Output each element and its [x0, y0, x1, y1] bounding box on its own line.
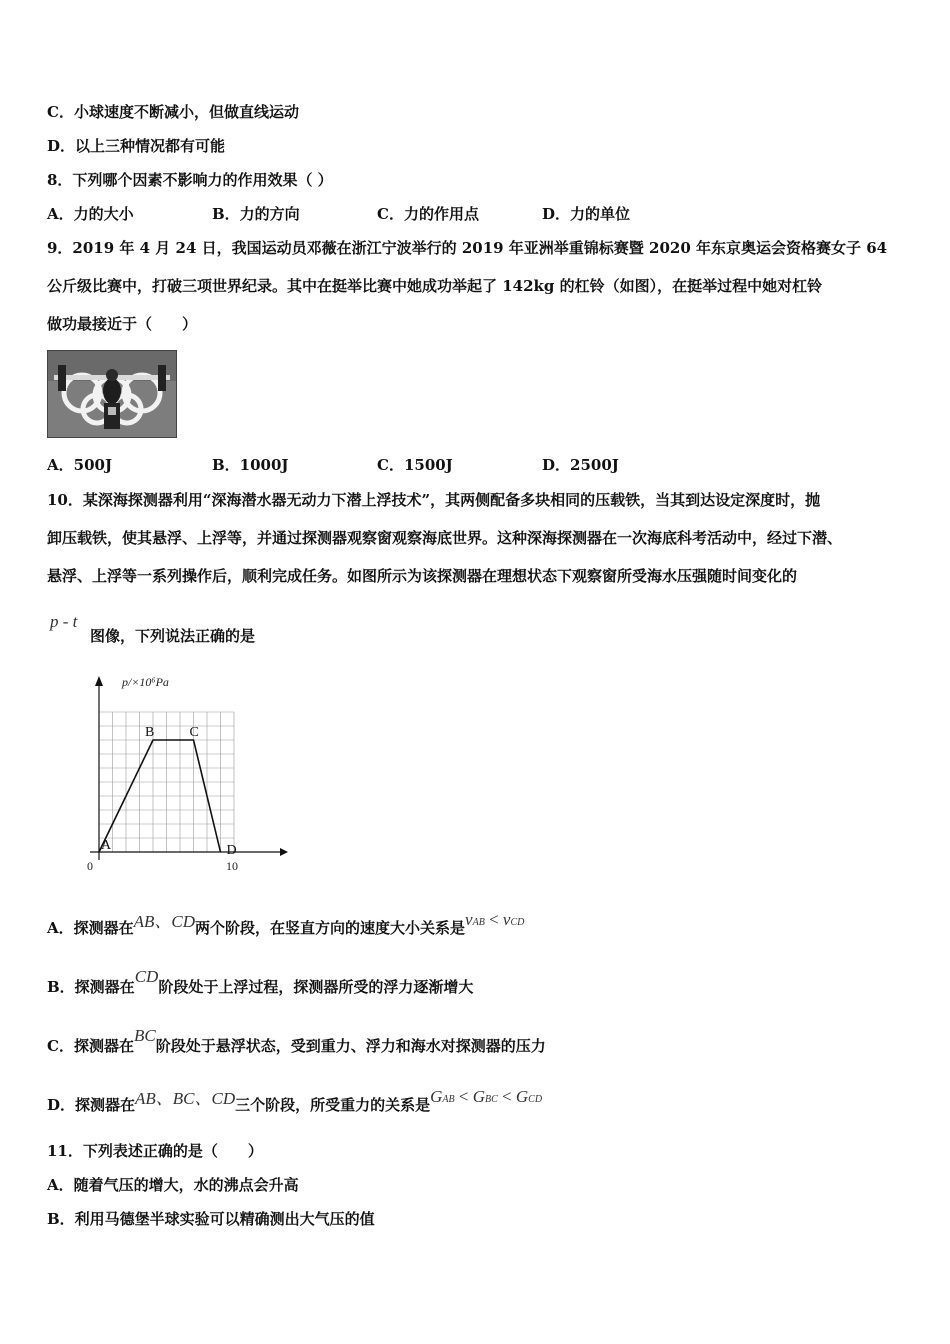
y-axis-arrow — [95, 676, 103, 686]
weightlifter-image — [48, 351, 176, 437]
q10-a-stages: AB、CD — [133, 912, 196, 931]
q10-option-b — [47, 967, 474, 997]
q8-option-b: B．力的方向 — [212, 205, 300, 223]
point-label-d: D — [226, 843, 237, 858]
q10-c-text: 阶段处于悬浮状态，受到重力、浮力和海水对探测器的压力 — [155, 1037, 546, 1055]
q8-stem: 8．下列哪个因素不影响力的作用效果（ ） — [47, 171, 333, 189]
q10-option-c — [47, 1026, 546, 1056]
q10-d-stages: AB、BC、CD — [135, 1089, 236, 1108]
q10-d-prefix: D．探测器在 — [47, 1096, 136, 1114]
q8-option-a: A．力的大小 — [47, 205, 134, 223]
q10-a-middle: 两个阶段，在竖直方向的速度大小关系是 — [195, 919, 466, 937]
q10-b-prefix: B．探测器在 — [47, 978, 135, 996]
point-label-a: A — [101, 838, 112, 853]
q10-option-a — [47, 910, 525, 941]
q11-option-b: B．利用马德堡半球实验可以精确测出大气压的值 — [47, 1210, 375, 1228]
q9-stem-line2: 公斤级比赛中，打破三项世界纪录。其中在挺举比赛中她成功举起了 142kg 的杠铃（如图），在挺举过程中她对杠铃 — [47, 277, 823, 295]
x-tick-10: 10 — [226, 859, 238, 873]
q10-stem-line2: 卸压载铁，使其悬浮、上浮等，并通过探测器观察窗观察海底世界。这种深海探测器在一次海底科考活动中，经过下潜、 — [47, 529, 843, 547]
q10-a-prefix: A．探测器在 — [47, 919, 134, 937]
chart-grid — [99, 712, 234, 852]
q10-stem-line1: 10．某深海探测器利用“深海潜水器无动力下潜上浮技术”，其两侧配备多块相同的压载铁，当其到达设定深度时，抛 — [47, 491, 821, 509]
q10-c-prefix: C．探测器在 — [47, 1037, 134, 1055]
q10-c-stage: BC — [133, 1026, 156, 1045]
q10-b-stage: CD — [134, 967, 159, 986]
q11-option-a: A．随着气压的增大，水的沸点会升高 — [47, 1176, 299, 1194]
pt-symbol: p - t — [50, 612, 78, 631]
point-label-b: B — [145, 725, 155, 740]
q9-stem-line1: 9．2019 年 4 月 24 日，我国运动员邓薇在浙江宁波举行的 2019 年亚洲举重锦标赛暨 2020 年东京奥运会资格赛女子 64 — [47, 239, 888, 257]
q8-option-c: C．力的作用点 — [377, 205, 479, 223]
q9-option-a: A．500J — [47, 456, 113, 474]
q10-option-d — [47, 1087, 543, 1118]
q9-option-b: B．1000J — [212, 456, 289, 474]
q10-stem-line3: 悬浮、上浮等一系列操作后，顺利完成任务。如图所示为该探测器在理想状态下观察窗所受海水压强随时间变化的 — [47, 567, 798, 585]
weightlifting-photo — [47, 350, 177, 438]
pressure-time-chart — [80, 670, 290, 880]
q8-option-d: D．力的单位 — [542, 205, 631, 223]
q10-a-relation: vAB < vCD — [465, 910, 525, 929]
q9-option-d: D．2500J — [542, 456, 619, 474]
y-axis-label: p/×10⁶Pa — [122, 675, 169, 689]
q7-option-d: D．以上三种情况都有可能 — [47, 137, 226, 155]
q9-option-c: C．1500J — [377, 456, 453, 474]
x-tick-0: 0 — [87, 859, 93, 873]
q10-stem-line4: 图像，下列说法正确的是 — [90, 627, 256, 645]
q7-option-c: C．小球速度不断减小，但做直线运动 — [47, 103, 299, 121]
q10-b-text: 阶段处于上浮过程，探测器所受的浮力逐渐增大 — [158, 978, 474, 996]
q9-stem-line3: 做功最接近于（ ） — [47, 315, 198, 333]
point-label-c: C — [189, 725, 199, 740]
q10-d-relation: GAB < GBC < GCD — [430, 1087, 543, 1106]
q10-d-middle: 三个阶段，所受重力的关系是 — [235, 1096, 431, 1114]
pt-math — [50, 612, 77, 632]
x-axis-arrow — [280, 848, 288, 856]
q11-stem: 11．下列表述正确的是（ ） — [47, 1142, 263, 1160]
